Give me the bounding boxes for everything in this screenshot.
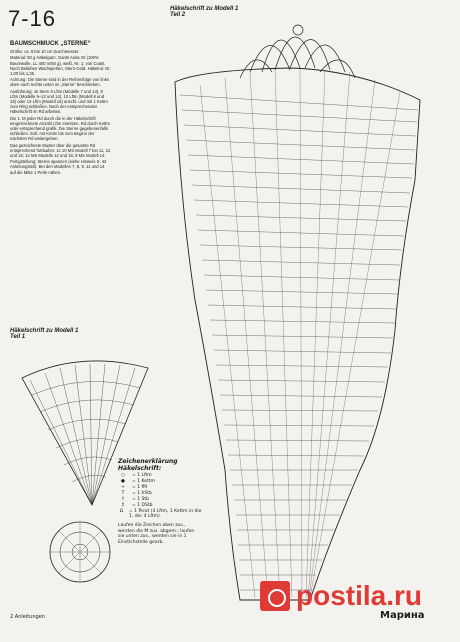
legend-row bbox=[118, 485, 202, 490]
legend-symbol: ○ bbox=[121, 473, 125, 478]
legend-symbol: T bbox=[121, 491, 125, 496]
symbol-legend bbox=[118, 458, 202, 545]
paragraph: Material: 50 g Häkelgarn, Gants Anita 20 (100% Baumwolle, LL 400 m/50 g), weiß, Nr. 1, von Coats. Noch Belieben Wachsperlen, Stern-Gold. Häkelnd. Nr. 1,00 bis 1,25. bbox=[10, 55, 111, 77]
watermark bbox=[260, 580, 422, 612]
paragraph: Größe: ca. 8 bis 10 cm Durchmesser. bbox=[10, 49, 80, 55]
page-footer: 2 Anleitungen bbox=[10, 614, 45, 620]
legend-row bbox=[118, 497, 202, 502]
paragraph: Ausführung: Je Stern 8 Lftm (Modelle 7 und 13), 8 Lftm (Modelle 9–12 und 14), 10 Lftm (Modell 8 und 15) oder 12 Lftm (Modell 16) anschl. und mit 1 Kettm zum Ring schließen. Nach der entsprechenden Häkelschrift im Rd arbeiten. bbox=[10, 88, 108, 115]
legend-label: = 1 fM bbox=[132, 485, 147, 490]
paragraph: Achtung: Die Sterne sind in der Reihenfolge von links oben nach rechts unten im „Sterne“ beschrieben. bbox=[10, 77, 109, 88]
legend-label: = 1 hStb bbox=[132, 491, 152, 496]
legend-row bbox=[118, 479, 202, 484]
article-title: BAUMSCHMUCK „STERNE“ bbox=[10, 41, 91, 47]
postila-logo-icon bbox=[260, 581, 290, 611]
legend-row bbox=[118, 473, 202, 478]
diagram-subtitle-text: Teil 1 bbox=[10, 334, 26, 340]
legend-label: = 1 Kettm bbox=[132, 479, 155, 484]
legend-label: = 1 Picot (4 Lftm, 1 Kettm in die 1. der 4 Lftm) bbox=[128, 509, 202, 519]
chart-part2 bbox=[175, 25, 420, 600]
flower-top bbox=[240, 25, 355, 78]
diagram-title-text: Häkelschrift zu Modell 1 bbox=[10, 328, 79, 334]
paragraph: Die 1. M jeder Rd durch die in der Häkelschrift eingezeichnete Anzahl Lftm ersetzen. Rd durch Kettm oder entsprechend grafik. Die Sterne gegebenenfalls schließen. Evtl. mit Kettm bis zum Beginn der nächsten Rd weitergehen. bbox=[10, 115, 110, 142]
watermark-text: postila.ru bbox=[296, 580, 423, 611]
legend-row bbox=[118, 503, 202, 508]
legend-note: Laufen die Zeichen oben zus., werden die M zus. abgem.; laufen sie unten zus., werden sie in 1 Einstichstelle gearb. bbox=[118, 523, 195, 545]
brand-mark: Марина bbox=[380, 610, 425, 621]
legend-symbol: + bbox=[121, 485, 125, 490]
legend-symbol: ● bbox=[121, 479, 125, 484]
legend-label: = 1 Lftm bbox=[132, 473, 152, 478]
page-number: 7-16 bbox=[8, 6, 57, 31]
diagram-subtitle-text: Teil 2 bbox=[170, 12, 186, 18]
legend-label: = 1 DStb bbox=[132, 503, 153, 508]
paragraph: Das gezeichnete Muster über die gesamte Rd entsprechend fortlaufen: 1x 10 MS Modell 7 bei 11, 12 und 15; 12 MS Modelle 12 und 16; 8 MS Modell 14. bbox=[10, 142, 111, 159]
legend-symbol: Ω bbox=[119, 509, 124, 514]
legend-label: = 1 Stb bbox=[132, 497, 149, 502]
paragraph: Fertigstellung: Sterne spannen (siehe Hinweis S. 42 Anleitungsteil). Bei den Modellen 7, 8, 9, 11 und 14 auf die Mitte 1 Perle nähen. bbox=[10, 159, 107, 175]
legend-row bbox=[118, 509, 202, 519]
legend-symbol: † bbox=[121, 497, 125, 502]
legend-symbol: ‡ bbox=[121, 503, 125, 508]
legend-title: Zeichenerklärung Häkelschrift: bbox=[118, 458, 178, 472]
legend-row bbox=[118, 491, 202, 496]
diagram-title-text: Häkelschrift zu Modell 1 bbox=[170, 6, 239, 12]
